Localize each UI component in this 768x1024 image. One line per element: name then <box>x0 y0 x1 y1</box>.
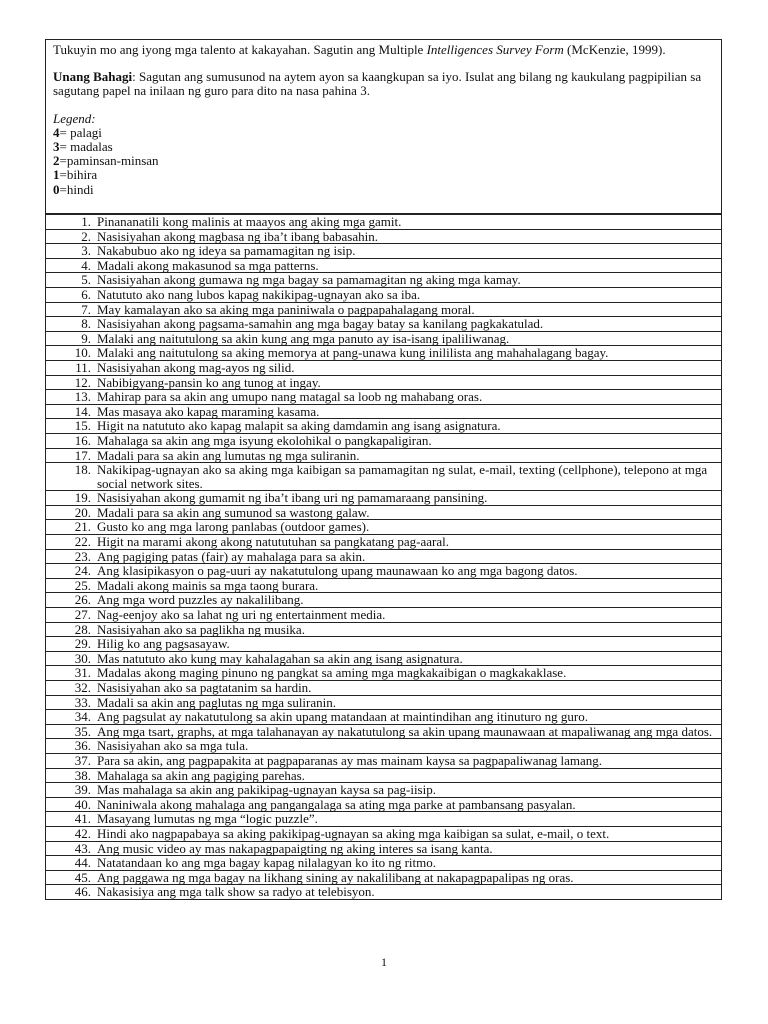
item-statement: Ang mga tsart, graphs, at mga talahanayan ay nakatutulong sa akin upang maunawaan at mapaliwanag ang mga datos. <box>97 723 713 739</box>
survey-item <box>46 797 721 812</box>
legend-list <box>53 126 715 197</box>
survey-item <box>46 549 721 564</box>
item-statement: Madali para sa akin ang lumutas ng mga suliranin. <box>97 447 360 463</box>
survey-item <box>46 870 721 885</box>
survey-item <box>46 651 721 666</box>
item-number: 9. <box>81 330 91 346</box>
item-statement: Nasisiyahan akong pagsama-samahin ang mga bagay batay sa kanilang pagkakatulad. <box>97 316 544 332</box>
survey-item <box>46 519 721 534</box>
section-instructions: Unang Bahagi: Sagutan ang sumusunod na aytem ayon sa kaangkupan sa iyo. Isulat ang bilang ng kaukulang pagpipilian sa sagutang papel na inilaan ng guro para dito na nasa pahina 3. <box>53 69 702 99</box>
item-number: 38. <box>74 767 91 783</box>
item-statement: Gusto ko ang mga larong panlabas (outdoor games). <box>97 519 370 535</box>
survey-item <box>46 243 721 258</box>
item-statement: Nabibigyang-pansin ko ang tunog at ingay. <box>97 374 321 390</box>
survey-item <box>46 709 721 724</box>
item-statement: Ang pagsulat ay nakatutulong sa akin upang matandaan at maintindihan ang itinuturo ng guro. <box>97 709 588 725</box>
item-number: 41. <box>74 811 91 827</box>
item-statement: Madali sa akin ang paglutas ng mga suliranin. <box>97 694 337 710</box>
item-number: 11. <box>75 359 91 375</box>
survey-item <box>46 592 721 607</box>
item-statement: Mas mahalaga sa akin ang pakikipag-ugnayan kaysa sa pag-iisip. <box>97 782 436 798</box>
survey-item <box>46 534 721 549</box>
item-statement: Hindi ako nagpapabaya sa aking pakikipag-ugnayan sa aking mga kaibigan sa sulat, e-mail, o text. <box>97 825 610 841</box>
survey-form-title: Intelligences Survey Form <box>426 42 564 57</box>
survey-item-list <box>45 214 722 900</box>
item-number: 21. <box>74 519 91 535</box>
legend-text: =hindi <box>59 181 94 197</box>
item-statement: Nasisiyahan ako sa mga tula. <box>97 738 249 754</box>
legend-text: =paminsan-minsan <box>59 153 159 169</box>
survey-item <box>46 345 721 360</box>
survey-item <box>46 490 721 505</box>
survey-item <box>46 665 721 680</box>
item-number: 10. <box>74 345 91 361</box>
item-statement: Malaki ang naitutulong sa akin kung ang mga panuto ay isa-isang ipaliliwanag. <box>97 330 510 346</box>
item-number: 42. <box>74 825 91 841</box>
survey-item <box>46 302 721 317</box>
survey-item <box>46 272 721 287</box>
item-statement: Higit na natututo ako kapag malapit sa aking damdamin ang isang asignatura. <box>97 418 501 434</box>
item-statement: Pinananatili kong malinis at maayos ang aking mga gamit. <box>97 214 402 229</box>
item-number: 14. <box>74 403 91 419</box>
item-statement: Natatandaan ko ang mga bagay kapag nilalagyan ko ito ng ritmo. <box>97 855 436 871</box>
item-statement: Nakikipag-ugnayan ako sa aking mga kaibigan sa pamamagitan ng sulat, e-mail, texting (cellphone), telepono at mga social network sites. <box>97 462 708 491</box>
page-number: 1 <box>381 955 387 969</box>
item-statement: Madalas akong maging pinuno ng pangkat sa aming mga magkakaibigan o magkakaklase. <box>97 665 567 681</box>
item-number: 30. <box>74 650 91 666</box>
survey-item <box>46 418 721 433</box>
item-number: 32. <box>74 680 91 695</box>
item-number: 37. <box>74 752 91 768</box>
item-number: 15. <box>74 418 91 434</box>
item-statement: Ang mga word puzzles ay nakalilibang. <box>97 592 304 608</box>
item-statement: Naniniwala akong mahalaga ang pangangalaga sa ating mga parke at pambansang pasyalan. <box>97 796 576 812</box>
item-number: 35. <box>74 723 91 739</box>
item-statement: Para sa akin, ang pagpapakita at pagpaparanas ay mas mainam kaysa sa pagpapaliwanag lamang. <box>97 752 602 768</box>
survey-item <box>46 884 721 899</box>
item-statement: Malaki ang naitutulong sa aking memorya at pang-unawa kung inililista ang mahahalagang bagay. <box>97 345 609 361</box>
legend-text: = madalas <box>59 139 113 155</box>
item-statement: Nakabubuo ako ng ideya sa pamamagitan ng isip. <box>97 243 356 259</box>
item-statement: May kamalayan ako sa aking mga paniniwala o pagpapahalagang moral. <box>97 301 475 317</box>
item-statement: Masayang lumutas ng mga “logic puzzle”. <box>97 811 318 827</box>
item-number: 23. <box>74 548 91 564</box>
survey-item <box>46 404 721 419</box>
item-statement: Nag-eenjoy ako sa lahat ng uri ng entertainment media. <box>97 607 386 623</box>
survey-item <box>46 375 721 390</box>
instructions-box <box>45 39 722 214</box>
survey-sheet <box>45 39 722 900</box>
item-statement: Mas natututo ako kung may kahalagahan sa akin ang isang asignatura. <box>97 650 463 666</box>
survey-item <box>46 826 721 841</box>
item-number: 7. <box>81 301 91 317</box>
survey-item <box>46 855 721 870</box>
survey-item <box>46 287 721 302</box>
survey-item <box>46 724 721 739</box>
survey-item <box>46 841 721 856</box>
legend-key: 2 <box>53 153 60 169</box>
legend-key: 0 <box>53 181 60 197</box>
survey-item <box>46 695 721 710</box>
survey-item <box>46 782 721 797</box>
item-number: 25. <box>74 577 91 593</box>
survey-item <box>46 768 721 783</box>
item-number: 5. <box>81 272 91 288</box>
legend-key: 1 <box>53 167 60 183</box>
item-statement: Madali akong makasunod sa mga patterns. <box>97 257 319 273</box>
item-number: 18. <box>74 462 91 478</box>
item-number: 46. <box>74 884 91 900</box>
survey-item <box>46 360 721 375</box>
item-number: 40. <box>74 796 91 812</box>
item-number: 33. <box>74 694 91 710</box>
item-number: 4. <box>81 257 91 273</box>
survey-item <box>46 448 721 463</box>
item-number: 22. <box>74 534 91 550</box>
item-number: 31. <box>74 665 91 681</box>
item-statement: Hilig ko ang pagsasayaw. <box>97 636 230 652</box>
item-number: 45. <box>74 869 91 885</box>
item-statement: Ang music video ay mas nakapagpapaigting ng aking interes sa isang kanta. <box>97 840 493 856</box>
item-statement: Ang pagiging patas (fair) ay mahalaga para sa akin. <box>97 548 366 564</box>
item-number: 36. <box>74 738 91 754</box>
legend-item <box>53 168 715 182</box>
survey-item <box>46 563 721 578</box>
item-statement: Ang klasipikasyon o pag-uuri ay nakatutulong upang maunawaan ko ang mga bagong datos. <box>97 563 578 579</box>
item-number: 17. <box>74 447 91 463</box>
item-number: 12. <box>74 374 91 390</box>
item-number: 20. <box>74 504 91 520</box>
item-number: 16. <box>74 432 91 448</box>
survey-item <box>46 738 721 753</box>
item-statement: Mahalaga sa akin ang mga isyung ekolohikal o pangkapaligiran. <box>97 432 432 448</box>
item-number: 27. <box>74 607 91 623</box>
survey-item <box>46 214 721 229</box>
item-statement: Mahalaga sa akin ang pagiging parehas. <box>97 767 305 783</box>
survey-item <box>46 811 721 826</box>
survey-item <box>46 389 721 404</box>
item-number: 24. <box>74 563 91 579</box>
item-number: 13. <box>74 389 91 405</box>
survey-item <box>46 462 721 490</box>
item-statement: Nakasisiya ang mga talk show sa radyo at telebisyon. <box>97 884 375 900</box>
item-statement: Nasisiyahan ako sa paglikha ng musika. <box>97 621 305 637</box>
survey-item <box>46 229 721 244</box>
intro-paragraph: Tukuyin mo ang iyong mga talento at kakayahan. Sagutin ang Multiple Intelligences Survey Form (McKenzie, 1999). <box>53 42 666 57</box>
item-statement: Nasisiyahan akong magbasa ng iba’t ibang babasahin. <box>97 228 378 244</box>
item-statement: Mahirap para sa akin ang umupo nang matagal sa loob ng mahabang oras. <box>97 389 483 405</box>
legend-item <box>53 183 715 197</box>
survey-item <box>46 622 721 637</box>
item-number: 28. <box>74 621 91 637</box>
legend-key: 4 <box>53 124 60 140</box>
survey-item <box>46 607 721 622</box>
legend-item <box>53 154 715 168</box>
item-statement: Nasisiyahan ako sa pagtatanim sa hardin. <box>97 680 312 695</box>
survey-item <box>46 636 721 651</box>
legend-item <box>53 126 715 140</box>
item-number: 34. <box>74 709 91 725</box>
survey-item <box>46 578 721 593</box>
item-number: 1. <box>81 214 91 229</box>
survey-item <box>46 505 721 520</box>
survey-item <box>46 433 721 448</box>
legend-label: Legend: <box>53 110 96 126</box>
item-statement: Higit na marami akong akong natututuhan sa pangkatang pag-aaral. <box>97 534 449 550</box>
item-statement: Natututo ako nang lubos kapag nakikipag-ugnayan ako sa iba. <box>97 286 421 302</box>
item-number: 29. <box>74 636 91 652</box>
item-number: 44. <box>74 855 91 871</box>
survey-item <box>46 331 721 346</box>
item-number: 26. <box>74 592 91 608</box>
survey-item <box>46 680 721 695</box>
item-statement: Nasisiyahan akong gumawa ng mga bagay sa pamamagitan ng aking mga kamay. <box>97 272 521 288</box>
survey-item <box>46 316 721 331</box>
item-number: 43. <box>74 840 91 856</box>
item-number: 8. <box>81 316 91 332</box>
item-statement: Madali akong mainis sa mga taong burara. <box>97 577 319 593</box>
item-statement: Madali para sa akin ang sumunod sa wastong galaw. <box>97 504 370 520</box>
item-number: 39. <box>74 782 91 798</box>
item-statement: Mas masaya ako kapag maraming kasama. <box>97 403 320 419</box>
legend-key: 3 <box>53 139 60 155</box>
item-number: 6. <box>81 286 91 302</box>
legend-item <box>53 140 715 154</box>
item-number: 3. <box>81 243 91 259</box>
item-statement: Nasisiyahan akong mag-ayos ng silid. <box>97 359 295 375</box>
section-label: Unang Bahagi <box>53 69 133 85</box>
legend-text: = palagi <box>59 124 102 140</box>
survey-item <box>46 753 721 768</box>
item-statement: Ang paggawa ng mga bagay na likhang sining ay nakalilibang at nakapagpapalipas ng oras. <box>97 869 574 885</box>
item-statement: Nasisiyahan akong gumamit ng iba’t ibang uri ng pamamaraang pansining. <box>97 490 488 506</box>
survey-item <box>46 258 721 273</box>
legend-text: =bihira <box>59 167 98 183</box>
item-number: 19. <box>74 490 91 506</box>
item-number: 2. <box>81 228 91 244</box>
